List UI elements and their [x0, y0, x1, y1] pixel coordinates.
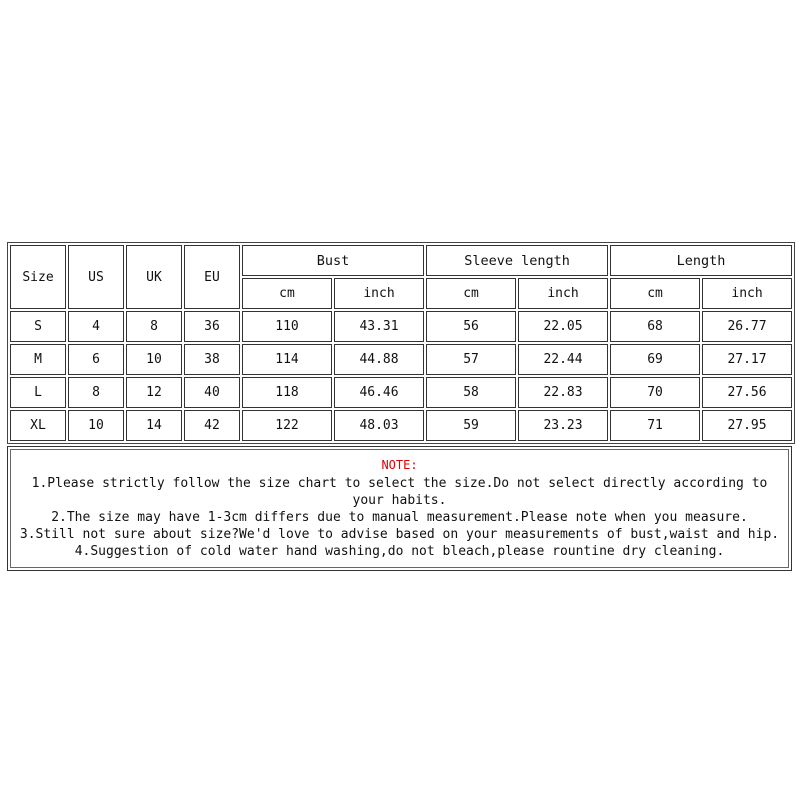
cell-uk: 10: [126, 344, 182, 375]
cell-bust-cm: 122: [242, 410, 332, 441]
cell-us: 8: [68, 377, 124, 408]
header-sleeve-length: Sleeve length: [426, 245, 608, 276]
header-bust: Bust: [242, 245, 424, 276]
cell-sleeve-cm: 57: [426, 344, 516, 375]
cell-size: M: [10, 344, 66, 375]
cell-sleeve-inch: 22.44: [518, 344, 608, 375]
header-length: Length: [610, 245, 792, 276]
header-sleeve-cm: cm: [426, 278, 516, 309]
cell-length-cm: 69: [610, 344, 700, 375]
table-row: [10, 311, 792, 342]
cell-length-inch: 27.17: [702, 344, 792, 375]
cell-length-cm: 70: [610, 377, 700, 408]
cell-size: L: [10, 377, 66, 408]
header-length-inch: inch: [702, 278, 792, 309]
header-us: US: [68, 245, 124, 309]
header-eu: EU: [184, 245, 240, 309]
header-size: Size: [10, 245, 66, 309]
header-sleeve-inch: inch: [518, 278, 608, 309]
cell-sleeve-cm: 56: [426, 311, 516, 342]
cell-bust-cm: 110: [242, 311, 332, 342]
cell-size: XL: [10, 410, 66, 441]
cell-size: S: [10, 311, 66, 342]
cell-eu: 42: [184, 410, 240, 441]
cell-eu: 36: [184, 311, 240, 342]
cell-uk: 12: [126, 377, 182, 408]
table-row: [10, 377, 792, 408]
cell-length-cm: 71: [610, 410, 700, 441]
cell-length-inch: 27.56: [702, 377, 792, 408]
size-chart: [7, 242, 792, 571]
cell-sleeve-cm: 59: [426, 410, 516, 441]
cell-uk: 14: [126, 410, 182, 441]
cell-us: 10: [68, 410, 124, 441]
size-table: [7, 242, 795, 444]
header-length-cm: cm: [610, 278, 700, 309]
cell-bust-inch: 44.88: [334, 344, 424, 375]
header-row-1: [10, 245, 792, 276]
cell-eu: 40: [184, 377, 240, 408]
cell-bust-cm: 118: [242, 377, 332, 408]
cell-length-inch: 26.77: [702, 311, 792, 342]
note-line-1: 1.Please strictly follow the size chart to select the size.Do not select directly according to your habits.: [31, 476, 768, 508]
cell-length-cm: 68: [610, 311, 700, 342]
cell-bust-inch: 43.31: [334, 311, 424, 342]
cell-us: 4: [68, 311, 124, 342]
cell-sleeve-inch: 22.83: [518, 377, 608, 408]
header-bust-cm: cm: [242, 278, 332, 309]
cell-sleeve-cm: 58: [426, 377, 516, 408]
note-line-3: 3.Still not sure about size?We'd love to advise based on your measurements of bust,waist and hip.: [19, 527, 780, 542]
note-line-4: 4.Suggestion of cold water hand washing,do not bleach,please rountine dry cleaning.: [74, 544, 725, 559]
cell-bust-cm: 114: [242, 344, 332, 375]
cell-eu: 38: [184, 344, 240, 375]
note-line-2: 2.The size may have 1-3cm differs due to manual measurement.Please note when you measure.: [51, 510, 748, 525]
cell-sleeve-inch: 22.05: [518, 311, 608, 342]
cell-bust-inch: 48.03: [334, 410, 424, 441]
note-box: [7, 446, 792, 571]
table-row: [10, 344, 792, 375]
cell-length-inch: 27.95: [702, 410, 792, 441]
cell-uk: 8: [126, 311, 182, 342]
note-title: NOTE:: [381, 458, 418, 472]
cell-us: 6: [68, 344, 124, 375]
header-uk: UK: [126, 245, 182, 309]
table-row: [10, 410, 792, 441]
cell-sleeve-inch: 23.23: [518, 410, 608, 441]
cell-bust-inch: 46.46: [334, 377, 424, 408]
header-bust-inch: inch: [334, 278, 424, 309]
